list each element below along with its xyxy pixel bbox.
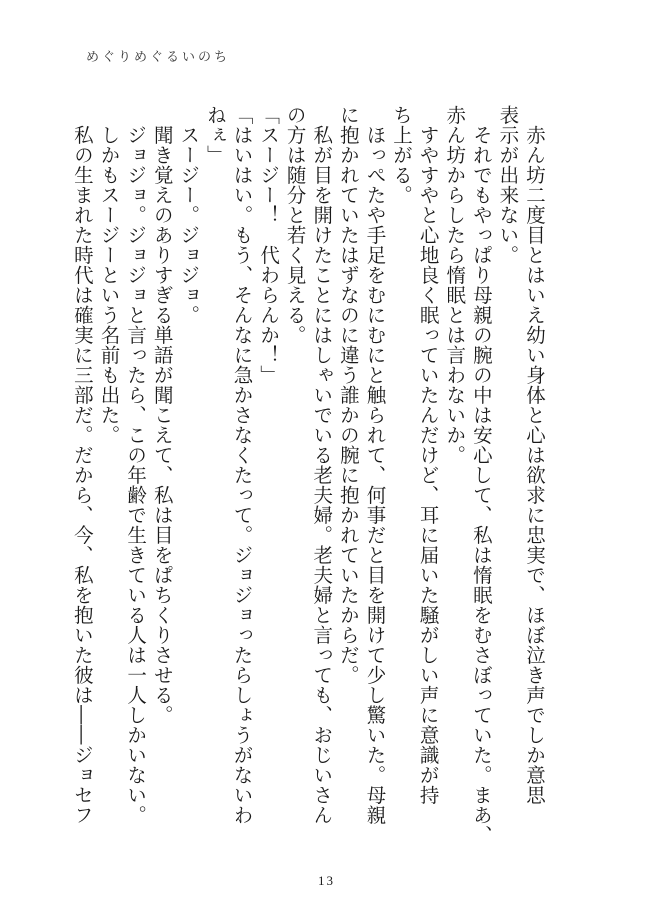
text-line: の方は随分と若く見える。 [283, 105, 307, 345]
text-line: 私が目を開けたことにはしゃいでいる老夫婦。老夫婦と言っても、おじいさん [310, 105, 334, 825]
text-line: それでもやっぱり母親の腕の中は安心して、私は惰眠をむさぼっていた。まあ、 [469, 105, 493, 845]
body-text [70, 105, 547, 845]
page-number: 13 [318, 873, 335, 888]
text-line: すやすやと心地良く眠っていたんだけど、耳に届いた騒がしい声に意識が持 [416, 105, 440, 805]
text-line: に抱かれていたはずなのに違う誰かの腕に抱かれていたからだ。 [336, 105, 360, 685]
text-line: ち上がる。 [390, 105, 414, 205]
text-line: 私の生まれた時代は確実に三部だ。だから、今、私を抱いた彼は――ジョセフ [70, 105, 94, 825]
running-header: めぐりめぐるいのち [86, 50, 231, 65]
text-line: 表示が出来ない。 [496, 105, 520, 265]
dialogue-line: 「はいはい。もう、そんなに急かさなくたって。ジョジョったらしょうがないわ [230, 105, 254, 825]
text-line: 赤ん坊二度目とはいえ幼い身体と心は欲求に忠実で、ほぼ泣き声でしか意思 [523, 105, 546, 805]
text-line: ジョジョ。ジョジョと言ったら、この年齢で生きている人は一人しかいない。 [124, 105, 148, 825]
text-line: ほっぺたや手足をむにむにと触られて、何事だと目を開けて少し驚いた。母親 [363, 105, 387, 825]
text-line: しかもスージーという名前も出た。 [97, 105, 121, 445]
text-line: 赤ん坊からしたら惰眠とは言わないか。 [443, 105, 467, 465]
text-line: スージー。ジョジョ。 [177, 105, 201, 325]
text-line: 聞き覚えのありすぎる単語が聞こえて、私は目をぱちくりさせる。 [150, 105, 174, 725]
dialogue-line: 「スージー！ 代わらんか！」 [257, 105, 281, 385]
dialogue-line: ねぇ」 [203, 105, 227, 165]
